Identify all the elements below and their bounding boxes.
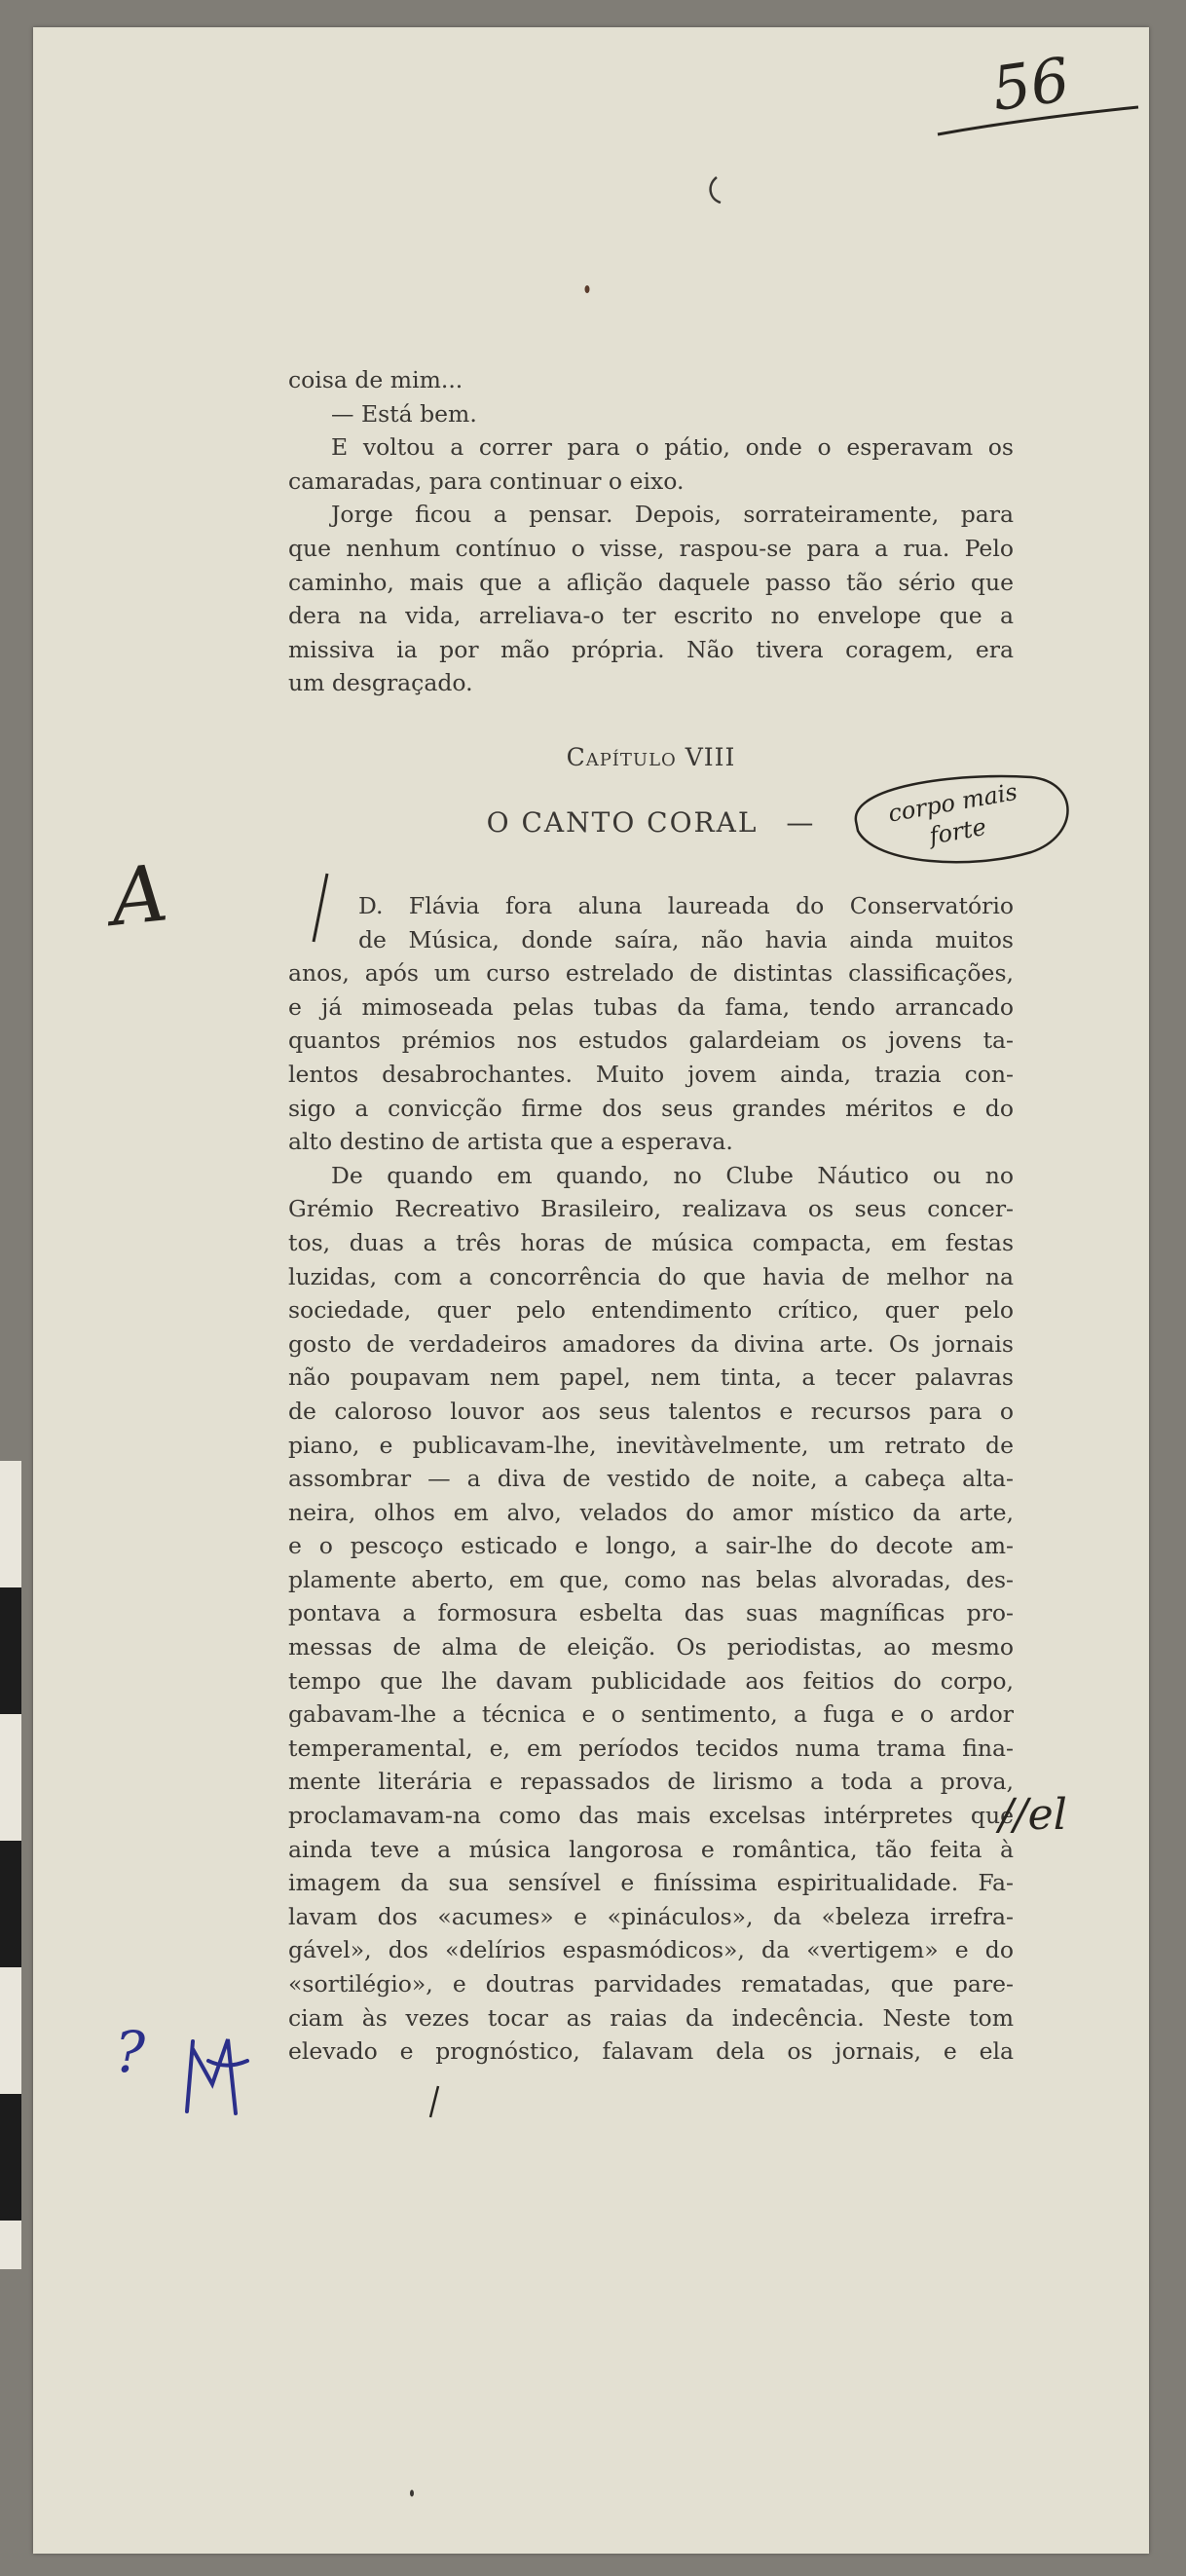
text-line: dera na vida, arreliava-o ter escrito no envelope que a: [288, 602, 1014, 630]
text-line: D. Flávia fora aluna laureada do Conservatório: [358, 892, 1014, 919]
text-line: luzidas, com a concorrência do que havia de melhor na: [288, 1262, 1014, 1290]
chapter-paragraph: [288, 889, 1014, 2069]
paragraph-ending: [288, 363, 1014, 700]
text-line: temperamental, e, em períodos tecidos numa trama fina-: [288, 1734, 1014, 1762]
text-line: assombrar — a diva de vestido de noite, a cabeça alta-: [288, 1465, 1014, 1493]
stray-mark: [701, 173, 730, 212]
chapter-title-text: O CANTO CORAL: [486, 806, 759, 839]
text-line: E voltou a correr para o pátio, onde o esperavam os: [331, 433, 1014, 462]
text-line: um desgraçado.: [288, 669, 473, 697]
text-line: elevado e prognóstico, falavam dela os jornais, e ela: [288, 2037, 1014, 2066]
text-line: de caloroso louvor aos seus talentos e recursos para o: [288, 1397, 1014, 1425]
text-line: lavam dos «acumes» e «pináculos», da «beleza irrefra-: [288, 1902, 1014, 1930]
blue-question-mark: ?: [115, 2019, 146, 2085]
document-page: [33, 27, 1149, 2554]
text-line: De quando em quando, no Clube Náutico ou no: [331, 1161, 1014, 1189]
paragraph-slash-mark: [306, 870, 335, 948]
bottom-dot: [407, 2486, 417, 2500]
circled-note: [836, 763, 1080, 870]
text-line: ciam às vezes tocar as raias da indecência. Neste tom: [288, 2003, 1014, 2032]
text-line: pontava a formosura esbelta das suas magníficas pro-: [288, 1599, 1014, 1627]
text-line: imagem da sua sensível e finíssima espiritualidade. Fa-: [288, 1869, 1014, 1897]
chapter-label: Capítulo VIII: [566, 743, 736, 771]
text-line: não poupavam nem papel, nem tinta, a tecer palavras: [288, 1363, 1014, 1392]
right-margin-mark: //el: [999, 1790, 1067, 1840]
text-line: e o pescoço esticado e longo, a sair-lhe do decote am-: [288, 1532, 1014, 1560]
page-number-underline: [934, 86, 1148, 144]
text-line: Grémio Recreativo Brasileiro, realizava os seus concer-: [288, 1195, 1014, 1223]
text-line: coisa de mim...: [288, 366, 463, 393]
text-line: tos, duas a três horas de música compacta, em festas: [288, 1228, 1014, 1256]
small-slash-mark: [425, 2082, 444, 2121]
text-line: plamente aberto, em que, como nas belas alvoradas, des-: [288, 1565, 1014, 1593]
text-line: lentos desabrochantes. Muito jovem ainda, trazia con-: [288, 1060, 1014, 1088]
text-line: que nenhum contínuo o visse, raspou-se para a rua. Pelo: [288, 534, 1014, 562]
text-line: tempo que lhe davam publicidade aos feitios do corpo,: [288, 1666, 1014, 1695]
text-line: anos, após um curso estrelado de distintas classificações,: [288, 959, 1014, 988]
circled-note-text: corpo mais forte: [886, 777, 1019, 850]
text-line: caminho, mais que a aflição daquele passo tão sério que: [288, 568, 1014, 596]
text-line: neira, olhos em alvo, velados do amor místico da arte,: [288, 1498, 1014, 1526]
text-line: piano, e publicavam-lhe, inevitàvelmente, um retrato de: [288, 1431, 1014, 1459]
text-line: proclamavam-na como das mais excelsas intérpretes que: [288, 1802, 1014, 1830]
text-line: gosto de verdadeiros amadores da divina arte. Os jornais: [288, 1329, 1014, 1358]
text-line: — Está bem.: [331, 399, 477, 428]
text-line: Jorge ficou a pensar. Depois, sorrateiramente, para: [331, 501, 1014, 529]
margin-letter-a: A: [106, 847, 172, 944]
scale-ruler: [0, 1461, 21, 2269]
text-line: gabavam-lhe a técnica e o sentimento, a fuga e o ardor: [288, 1700, 1014, 1729]
text-line: quantos prémios nos estudos galardeiam os jovens ta-: [288, 1027, 1014, 1055]
page-number: 56: [987, 43, 1074, 126]
text-line: de Música, donde saíra, não havia ainda muitos: [358, 925, 1014, 953]
text-line: mente literária e repassados de lirismo a toda a prova,: [288, 1768, 1014, 1796]
text-line: alto destino de artista que a esperava.: [288, 1128, 733, 1156]
text-line: missiva ia por mão própria. Não tivera coragem, era: [288, 635, 1014, 663]
chapter-title-dash: —: [786, 806, 816, 839]
text-line: gável», dos «delírios espasmódicos», da «vertigem» e do: [288, 1936, 1014, 1964]
text-line: «sortilégio», e doutras parvidades rematadas, que pare-: [288, 1970, 1014, 1997]
text-line: camaradas, para continuar o eixo.: [288, 467, 685, 495]
text-line: ainda teve a música langorosa e romântica, tão feita à: [288, 1835, 1014, 1863]
blue-scribble-mark: [179, 2024, 267, 2131]
text-line: messas de alma de eleição. Os periodistas, ao mesmo: [288, 1633, 1014, 1661]
text-line: e já mimoseada pelas tubas da fama, tendo arrancado: [288, 992, 1014, 1021]
stray-dot: [582, 282, 592, 296]
text-line: sigo a convicção firme dos seus grandes méritos e do: [288, 1094, 1014, 1122]
text-line: sociedade, quer pelo entendimento crítico, quer pelo: [288, 1296, 1014, 1325]
